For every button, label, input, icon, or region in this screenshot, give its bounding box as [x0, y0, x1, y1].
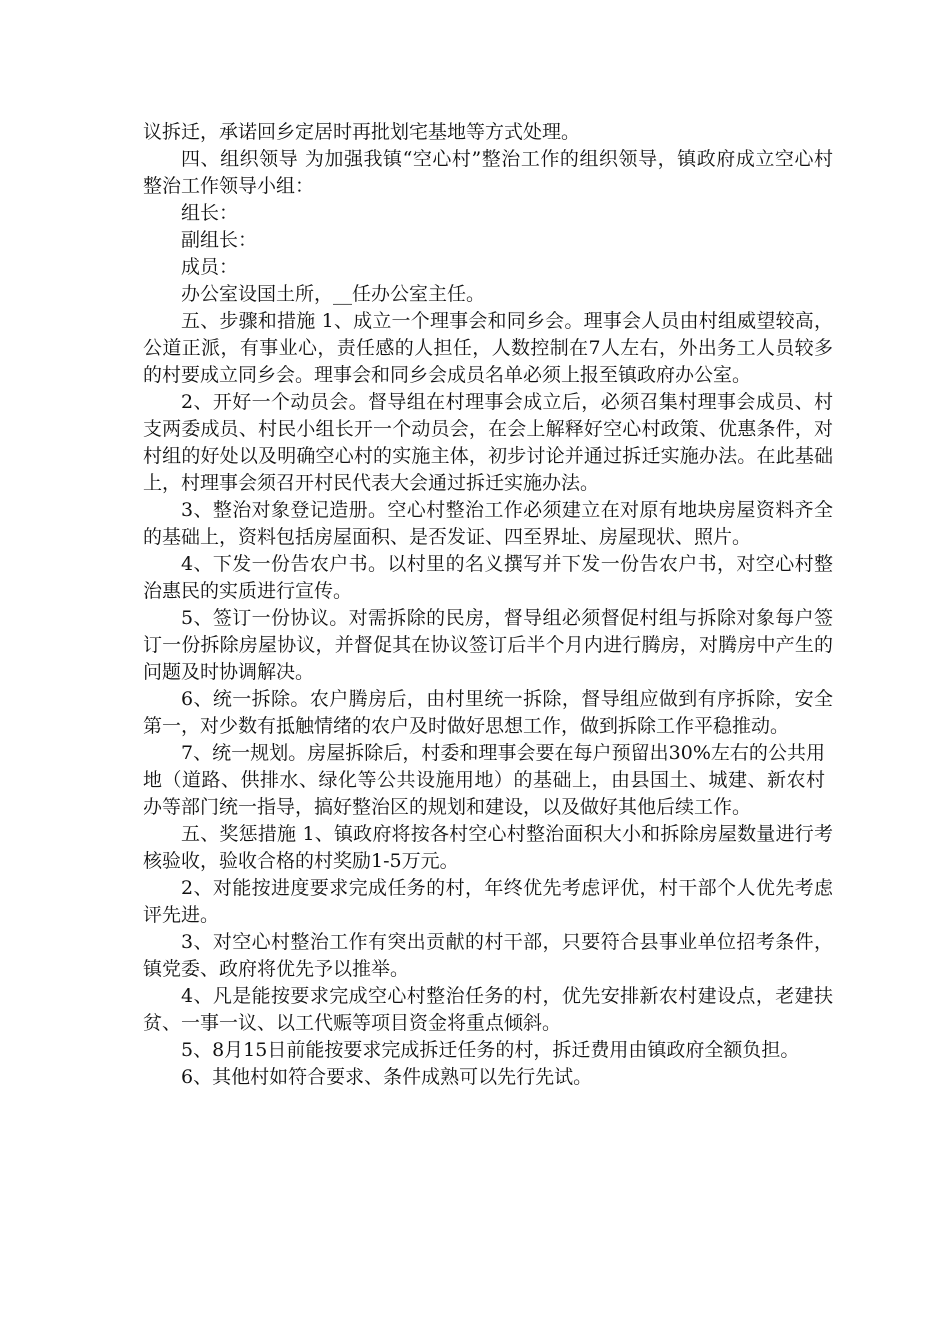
paragraph-office: 办公室设国土所，__任办公室主任。 — [181, 283, 486, 305]
paragraph-rewards-5: 5、8月15日前能按要求完成拆迁任务的村，拆迁费用由镇政府全额负担。 — [181, 1039, 800, 1061]
paragraph-steps-5: 5、签订一份协议。对需拆除的民房，督导组必须督促村组与拆除对象每户签订一份拆除房屋协议，并督促其在协议签订后半个月内进行腾房，对腾房中产生的问题及时协调解决。 — [143, 607, 833, 683]
paragraph-team-leader: 组长： — [181, 202, 239, 224]
paragraph-steps-1: 五、步骤和措施 1、成立一个理事会和同乡会。理事会人员由村组威望较高，公道正派，有事业心，责任感的人担任，人数控制在7人左右，外出务工人员较多的村要成立同乡会。理事会和同乡会成员名单必须上报至镇政府办公室。 — [143, 310, 833, 386]
paragraph-rewards-1: 五、奖惩措施 1、镇政府将按各村空心村整治面积大小和拆除房屋数量进行考核验收，验收合格的村奖励1-5万元。 — [143, 823, 833, 872]
paragraph-rewards-6: 6、其他村如符合要求、条件成熟可以先行先试。 — [181, 1066, 593, 1088]
paragraph-steps-3: 3、整治对象登记造册。空心村整治工作必须建立在对原有地块房屋资料齐全的基础上，资料包括房屋面积、是否发证、四至界址、房屋现状、照片。 — [143, 499, 833, 548]
paragraph-steps-2: 2、开好一个动员会。督导组在村理事会成立后，必须召集村理事会成员、村支两委成员、村民小组长开一个动员会，在会上解释好空心村政策、优惠条件，对村组的好处以及明确空心村的实施主体，初步讨论并通过拆迁实施办法。在此基础上，村理事会须召开村民代表大会通过拆迁实施办法。 — [143, 391, 833, 494]
document-body — [143, 119, 833, 1091]
paragraph-steps-7: 7、统一规划。房屋拆除后，村委和理事会要在每户预留出30%左右的公共用地（道路、供排水、绿化等公共设施用地）的基础上，由县国土、城建、新农村办等部门统一指导，搞好整治区的规划和建设，以及做好其他后续工作。 — [143, 742, 825, 818]
paragraph-rewards-4: 4、凡是能按要求完成空心村整治任务的村，优先安排新农村建设点，老建扶贫、一事一议、以工代赈等项目资金将重点倾斜。 — [143, 985, 833, 1034]
paragraph-organization-leadership: 四、组织领导 为加强我镇“空心村”整治工作的组织领导，镇政府成立空心村整治工作领导小组： — [143, 148, 833, 197]
paragraph-rewards-3: 3、对空心村整治工作有突出贡献的村干部，只要符合县事业单位招考条件，镇党委、政府将优先予以推举。 — [143, 931, 833, 980]
paragraph-continuation: 议拆迁，承诺回乡定居时再批划宅基地等方式处理。 — [143, 121, 581, 143]
paragraph-steps-6: 6、统一拆除。农户腾房后，由村里统一拆除，督导组应做到有序拆除，安全第一，对少数有抵触情绪的农户及时做好思想工作，做到拆除工作平稳推动。 — [143, 688, 833, 737]
paragraph-members: 成员： — [181, 256, 239, 278]
paragraph-deputy-leader: 副组长： — [181, 229, 258, 251]
paragraph-steps-4: 4、下发一份告农户书。以村里的名义撰写并下发一份告农户书，对空心村整治惠民的实质进行宣传。 — [143, 553, 833, 602]
paragraph-rewards-2: 2、对能按进度要求完成任务的村，年终优先考虑评优，村干部个人优先考虑评先进。 — [143, 877, 833, 926]
